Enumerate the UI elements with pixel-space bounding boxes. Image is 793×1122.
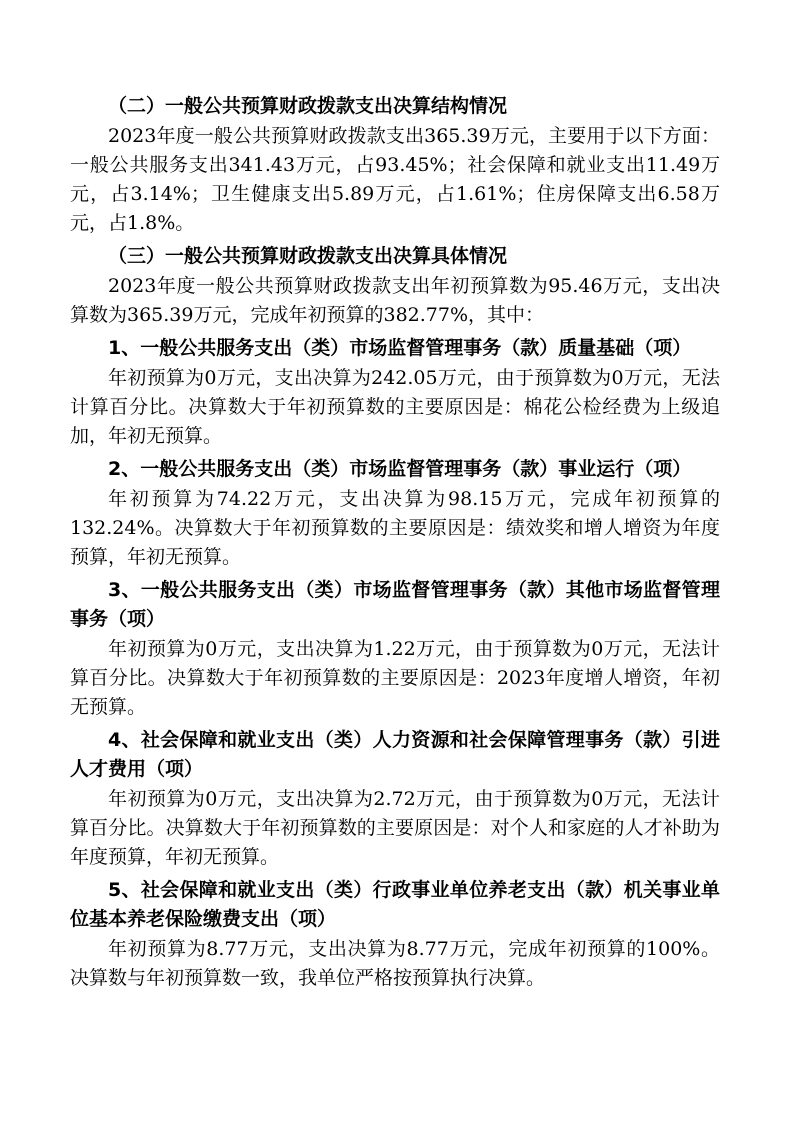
paragraph-operations: 年初预算为74.22万元，支出决算为98.15万元，完成年初预算的132.24%。决算数大于年初预算数的主要原因是：绩效奖和增人增资为年度预算，年初无预算。	[70, 488, 720, 568]
paragraph-pension-insurance: 年初预算为8.77万元，支出决算为8.77万元，完成年初预算的100%。决算数与年初预算数一致，我单位严格按预算执行决算。	[70, 938, 720, 989]
paragraph-quality-basis: 年初预算为0万元，支出决算为242.05万元，由于预算数为0万元，无法计算百分比。决算数大于年初预算数的主要原因是：棉花公检经费为上级追加，年初无预算。	[70, 367, 720, 447]
document-body	[70, 92, 720, 993]
paragraph-structure-summary: 2023年度一般公共预算财政拨款支出365.39万元，主要用于以下方面：一般公共服务支出341.43万元，占93.45%；社会保障和就业支出11.49万元，占3.14%；卫生健康支出5.89万元，占1.61%；住房保障支出6.58万元，占1.8%。	[70, 125, 720, 234]
item-heading-operations: 2、一般公共服务支出（类）市场监督管理事务（款）事业运行（项）	[108, 458, 692, 480]
paragraph-talent-introduction: 年初预算为0万元，支出决算为2.72万元，由于预算数为0万元，无法计算百分比。决算数大于年初预算数的主要原因是：对个人和家庭的人才补助为年度预算，年初无预算。	[70, 788, 720, 868]
item-heading-talent-introduction: 4、社会保障和就业支出（类）人力资源和社会保障管理事务（款）引进人才费用（项）	[70, 729, 720, 780]
paragraph-details-summary: 2023年度一般公共预算财政拨款支出年初预算数为95.46万元，支出决算数为365.39万元，完成年初预算的382.77%，其中：	[70, 275, 720, 326]
section-heading-structure: （二）一般公共预算财政拨款支出决算结构情况	[108, 95, 508, 117]
item-heading-pension-insurance: 5、社会保障和就业支出（类）行政事业单位养老支出（款）机关事业单位基本养老保险缴费支出（项）	[70, 879, 720, 930]
item-heading-other-market-supervision: 3、一般公共服务支出（类）市场监督管理事务（款）其他市场监督管理事务（项）	[70, 579, 720, 630]
section-heading-details: （三）一般公共预算财政拨款支出决算具体情况	[108, 245, 508, 267]
paragraph-other-market-supervision: 年初预算为0万元，支出决算为1.22万元，由于预算数为0万元，无法计算百分比。决算数大于年初预算数的主要原因是：2023年度增人增资，年初无预算。	[70, 638, 720, 718]
item-heading-quality-basis: 1、一般公共服务支出（类）市场监督管理事务（款）质量基础（项）	[108, 337, 692, 359]
